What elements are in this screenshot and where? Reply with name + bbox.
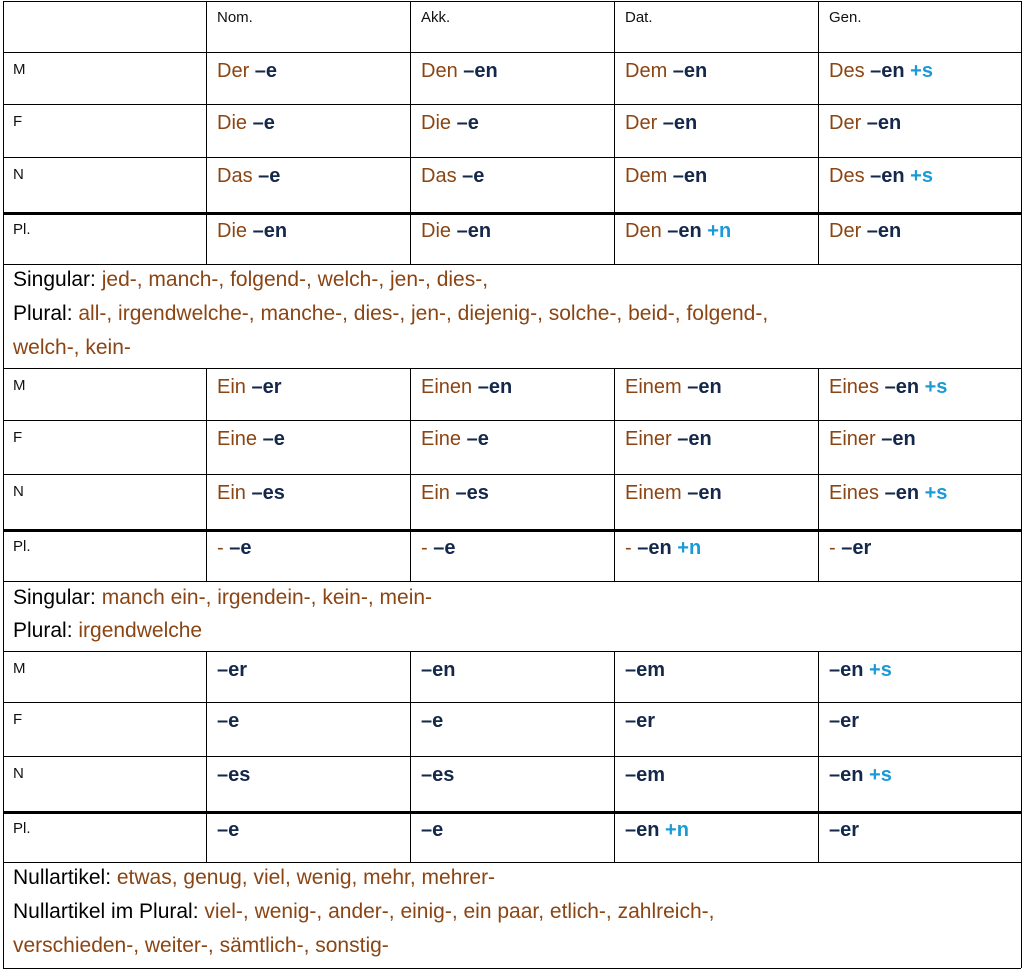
ending: –e (466, 428, 489, 450)
grid-line-horizontal (3, 212, 1021, 215)
ending: –e (217, 819, 240, 841)
ending: –en (881, 428, 916, 450)
article-stem: Eines (829, 376, 880, 398)
ending: –en (687, 376, 722, 398)
declension-cell (829, 710, 859, 733)
grid-line-vertical (1021, 862, 1022, 968)
article-stem: Das (421, 165, 457, 187)
declension-cell (829, 819, 859, 842)
ending: –en (866, 112, 902, 134)
declension-cell (625, 60, 707, 83)
ending: –en (870, 60, 905, 82)
ending: –en (637, 537, 672, 559)
declension-cell (217, 376, 282, 399)
note-label: Plural: (13, 302, 79, 325)
article-stem: Einer (829, 428, 876, 450)
row-label: N (13, 765, 24, 782)
article-stem: Des (829, 165, 865, 187)
grid-line-vertical (1021, 368, 1022, 581)
article-stem: Die (217, 220, 248, 242)
declension-cell (217, 428, 285, 451)
declension-cell (829, 482, 947, 505)
ending: –en (463, 60, 498, 82)
grid-line-vertical (3, 651, 4, 862)
grid-line-vertical (3, 52, 4, 264)
declension-cell (829, 428, 916, 451)
declension-cell (217, 112, 275, 135)
grid-line-horizontal (3, 474, 1021, 475)
grid-line-vertical (1021, 264, 1022, 368)
grid-line-vertical (818, 1, 819, 52)
article-stem: Ein (217, 376, 246, 398)
declension-cell (217, 537, 251, 560)
ending: –e (456, 112, 479, 134)
article-stem: - (625, 537, 632, 559)
article-stem: Einem (625, 482, 682, 504)
ending: –en (477, 376, 513, 398)
ending: –er (251, 376, 282, 398)
noun-suffix: +s (869, 764, 892, 786)
ending: –en (252, 220, 288, 242)
article-stem: - (217, 537, 224, 559)
declension-cell (829, 659, 892, 682)
grid-line-vertical (3, 264, 4, 368)
declension-cell (829, 376, 947, 399)
grid-line-vertical (1021, 1, 1022, 52)
ending: –en (870, 165, 905, 187)
ending: –es (251, 482, 285, 504)
row-label: F (13, 711, 23, 728)
ending: –en (667, 220, 702, 242)
note-words: verschieden-, weiter-, sämtlich-, sonstig- (13, 934, 389, 957)
note-line (13, 336, 131, 360)
declension-cell (217, 482, 285, 505)
declension-cell (829, 60, 933, 83)
grid-line-horizontal (3, 651, 1021, 652)
declension-cell (829, 537, 871, 560)
article-stem: Einem (625, 376, 682, 398)
note-line (13, 866, 495, 890)
grid-line-horizontal (3, 968, 1021, 969)
declension-cell (625, 220, 731, 243)
ending: –en (421, 659, 456, 681)
declension-cell (421, 537, 455, 560)
declension-cell (625, 112, 697, 135)
declension-cell (625, 659, 665, 682)
article-stem: Der (829, 112, 862, 134)
article-stem: Ein (421, 482, 450, 504)
article-stem: - (421, 537, 428, 559)
note-line (13, 586, 432, 610)
noun-suffix: +s (869, 659, 892, 681)
row-label: M (13, 61, 26, 78)
note-label: Singular: (13, 268, 102, 291)
declension-cell (421, 428, 489, 451)
ending: –en (829, 764, 864, 786)
grid-line-horizontal (3, 811, 1021, 814)
ending: –e (252, 112, 275, 134)
article-stem: Des (829, 60, 865, 82)
article-stem: Der (829, 220, 862, 242)
ending: –er (829, 819, 860, 841)
note-words: manch ein-, irgendein-, kein-, mein- (101, 586, 433, 609)
article-stem: Die (217, 112, 248, 134)
ending: –en (884, 482, 920, 504)
ending: –er (625, 710, 656, 732)
note-label: Nullartikel im Plural: (13, 900, 205, 923)
grid-line-vertical (206, 52, 207, 264)
grid-line-vertical (3, 1, 4, 52)
ending: –en (677, 428, 712, 450)
declension-cell (829, 112, 901, 135)
row-label: N (13, 483, 24, 500)
ending: –en (625, 819, 660, 841)
row-label: Pl. (13, 820, 31, 837)
grid-line-horizontal (3, 1, 1021, 2)
article-stem: Ein (217, 482, 246, 504)
row-label: M (13, 377, 26, 394)
declension-cell (829, 764, 892, 787)
grid-line-horizontal (3, 420, 1021, 421)
grid-line-vertical (818, 368, 819, 581)
grid-line-horizontal (3, 368, 1021, 369)
declension-cell (217, 165, 280, 188)
grid-line-vertical (1021, 52, 1022, 264)
declension-cell (217, 220, 287, 243)
grid-line-vertical (614, 368, 615, 581)
grid-line-vertical (206, 1, 207, 52)
row-label: F (13, 429, 23, 446)
grid-line-vertical (1021, 651, 1022, 862)
noun-suffix: +s (910, 60, 933, 82)
grid-line-horizontal (3, 702, 1021, 703)
column-header: Nom. (217, 9, 253, 26)
declension-cell (625, 428, 712, 451)
ending: –en (884, 376, 920, 398)
ending: –e (421, 710, 444, 732)
note-label: Nullartikel: (13, 866, 117, 889)
declension-cell (421, 112, 479, 135)
grid-line-horizontal (3, 157, 1021, 158)
column-header: Akk. (421, 9, 451, 26)
declension-cell (217, 659, 247, 682)
article-stem: - (829, 537, 836, 559)
ending: –es (455, 482, 489, 504)
declension-cell (421, 60, 498, 83)
row-label: F (13, 113, 23, 130)
note-line (13, 619, 202, 643)
declension-cell (217, 819, 239, 842)
declension-cell (625, 537, 701, 560)
note-label: Singular: (13, 586, 102, 609)
ending: –en (672, 60, 708, 82)
column-header: Gen. (829, 9, 862, 26)
article-stem: Der (217, 60, 250, 82)
ending: –e (462, 165, 485, 187)
noun-suffix: +n (665, 819, 689, 841)
ending: –es (217, 764, 251, 786)
article-stem: Das (217, 165, 253, 187)
noun-suffix: +n (707, 220, 732, 242)
article-stem: Einen (421, 376, 473, 398)
grid-line-vertical (410, 52, 411, 264)
grid-line-horizontal (3, 581, 1021, 582)
article-stem: Einer (625, 428, 672, 450)
ending: –er (217, 659, 248, 681)
declension-cell (217, 60, 277, 83)
declension-cell (829, 220, 901, 243)
grid-line-vertical (614, 52, 615, 264)
ending: –en (829, 659, 864, 681)
ending: –es (421, 764, 455, 786)
article-stem: Den (421, 60, 458, 82)
grid-line-vertical (410, 1, 411, 52)
article-stem: Die (421, 220, 452, 242)
declension-cell (625, 764, 665, 787)
column-header: Dat. (625, 9, 653, 26)
ending: –en (672, 165, 708, 187)
declension-cell (625, 710, 655, 733)
ending: –e (258, 165, 281, 187)
article-stem: Dem (625, 60, 668, 82)
grid-line-horizontal (3, 264, 1021, 265)
grid-line-horizontal (3, 756, 1021, 757)
note-line (13, 934, 389, 958)
row-label: Pl. (13, 538, 31, 555)
article-stem: Der (625, 112, 658, 134)
ending: –e (229, 537, 252, 559)
ending: –er (829, 710, 860, 732)
note-words: etwas, genug, viel, wenig, mehr, mehrer- (116, 866, 496, 889)
noun-suffix: +s (924, 482, 948, 504)
note-line (13, 268, 488, 292)
ending: –e (433, 537, 456, 559)
declension-cell (421, 220, 491, 243)
grid-line-vertical (614, 1, 615, 52)
grid-line-horizontal (3, 529, 1021, 532)
row-label: N (13, 166, 24, 183)
article-stem: Eine (421, 428, 462, 450)
ending: –en (687, 482, 722, 504)
declension-cell (217, 764, 250, 787)
noun-suffix: +s (910, 165, 933, 187)
declension-cell (625, 482, 722, 505)
declension-cell (421, 764, 454, 787)
note-line (13, 302, 768, 326)
note-words: all-, irgendwelche-, manche-, dies-, jen-, diejenig-, solche-, beid-, folgend-, (78, 302, 769, 325)
ending: –e (421, 819, 444, 841)
grid-line-vertical (410, 368, 411, 581)
row-label: M (13, 660, 26, 677)
article-stem: Eines (829, 482, 880, 504)
noun-suffix: +n (677, 537, 702, 559)
declension-cell (625, 819, 689, 842)
grid-line-vertical (206, 368, 207, 581)
note-words: irgendwelche (78, 619, 203, 642)
ending: –en (866, 220, 902, 242)
declension-cell (829, 165, 933, 188)
grid-line-vertical (1021, 581, 1022, 651)
note-label: Plural: (13, 619, 79, 642)
declension-cell (625, 165, 707, 188)
grid-line-vertical (818, 651, 819, 862)
grid-line-vertical (410, 651, 411, 862)
note-line (13, 900, 714, 924)
article-stem: Den (625, 220, 662, 242)
ending: –e (254, 60, 278, 82)
grid-line-vertical (206, 651, 207, 862)
article-stem: Dem (625, 165, 668, 187)
declension-cell (421, 710, 443, 733)
ending: –er (841, 537, 872, 559)
ending: –en (456, 220, 492, 242)
note-words: viel-, wenig-, ander-, einig-, ein paar, etlich-, zahlreich-, (204, 900, 715, 923)
grid-line-vertical (3, 368, 4, 581)
grid-line-horizontal (3, 52, 1021, 53)
grid-line-horizontal (3, 104, 1021, 105)
note-words: jed-, manch-, folgend-, welch-, jen-, dies-, (101, 268, 489, 291)
grid-line-vertical (614, 651, 615, 862)
ending: –em (625, 764, 666, 786)
ending: –en (662, 112, 698, 134)
article-stem: Die (421, 112, 452, 134)
ending: –e (217, 710, 240, 732)
ending: –em (625, 659, 666, 681)
article-stem: Eine (217, 428, 258, 450)
declension-cell (421, 165, 484, 188)
grid-line-vertical (3, 581, 4, 651)
note-words: welch-, kein- (13, 336, 131, 359)
declension-cell (421, 819, 443, 842)
declension-cell (217, 710, 239, 733)
grid-line-vertical (3, 862, 4, 968)
noun-suffix: +s (924, 376, 948, 398)
declension-cell (421, 659, 455, 682)
declension-cell (625, 376, 722, 399)
grid-line-vertical (818, 52, 819, 264)
row-label: Pl. (13, 221, 31, 238)
declension-cell (421, 376, 512, 399)
grid-line-horizontal (3, 862, 1021, 863)
declension-cell (421, 482, 489, 505)
ending: –e (262, 428, 285, 450)
